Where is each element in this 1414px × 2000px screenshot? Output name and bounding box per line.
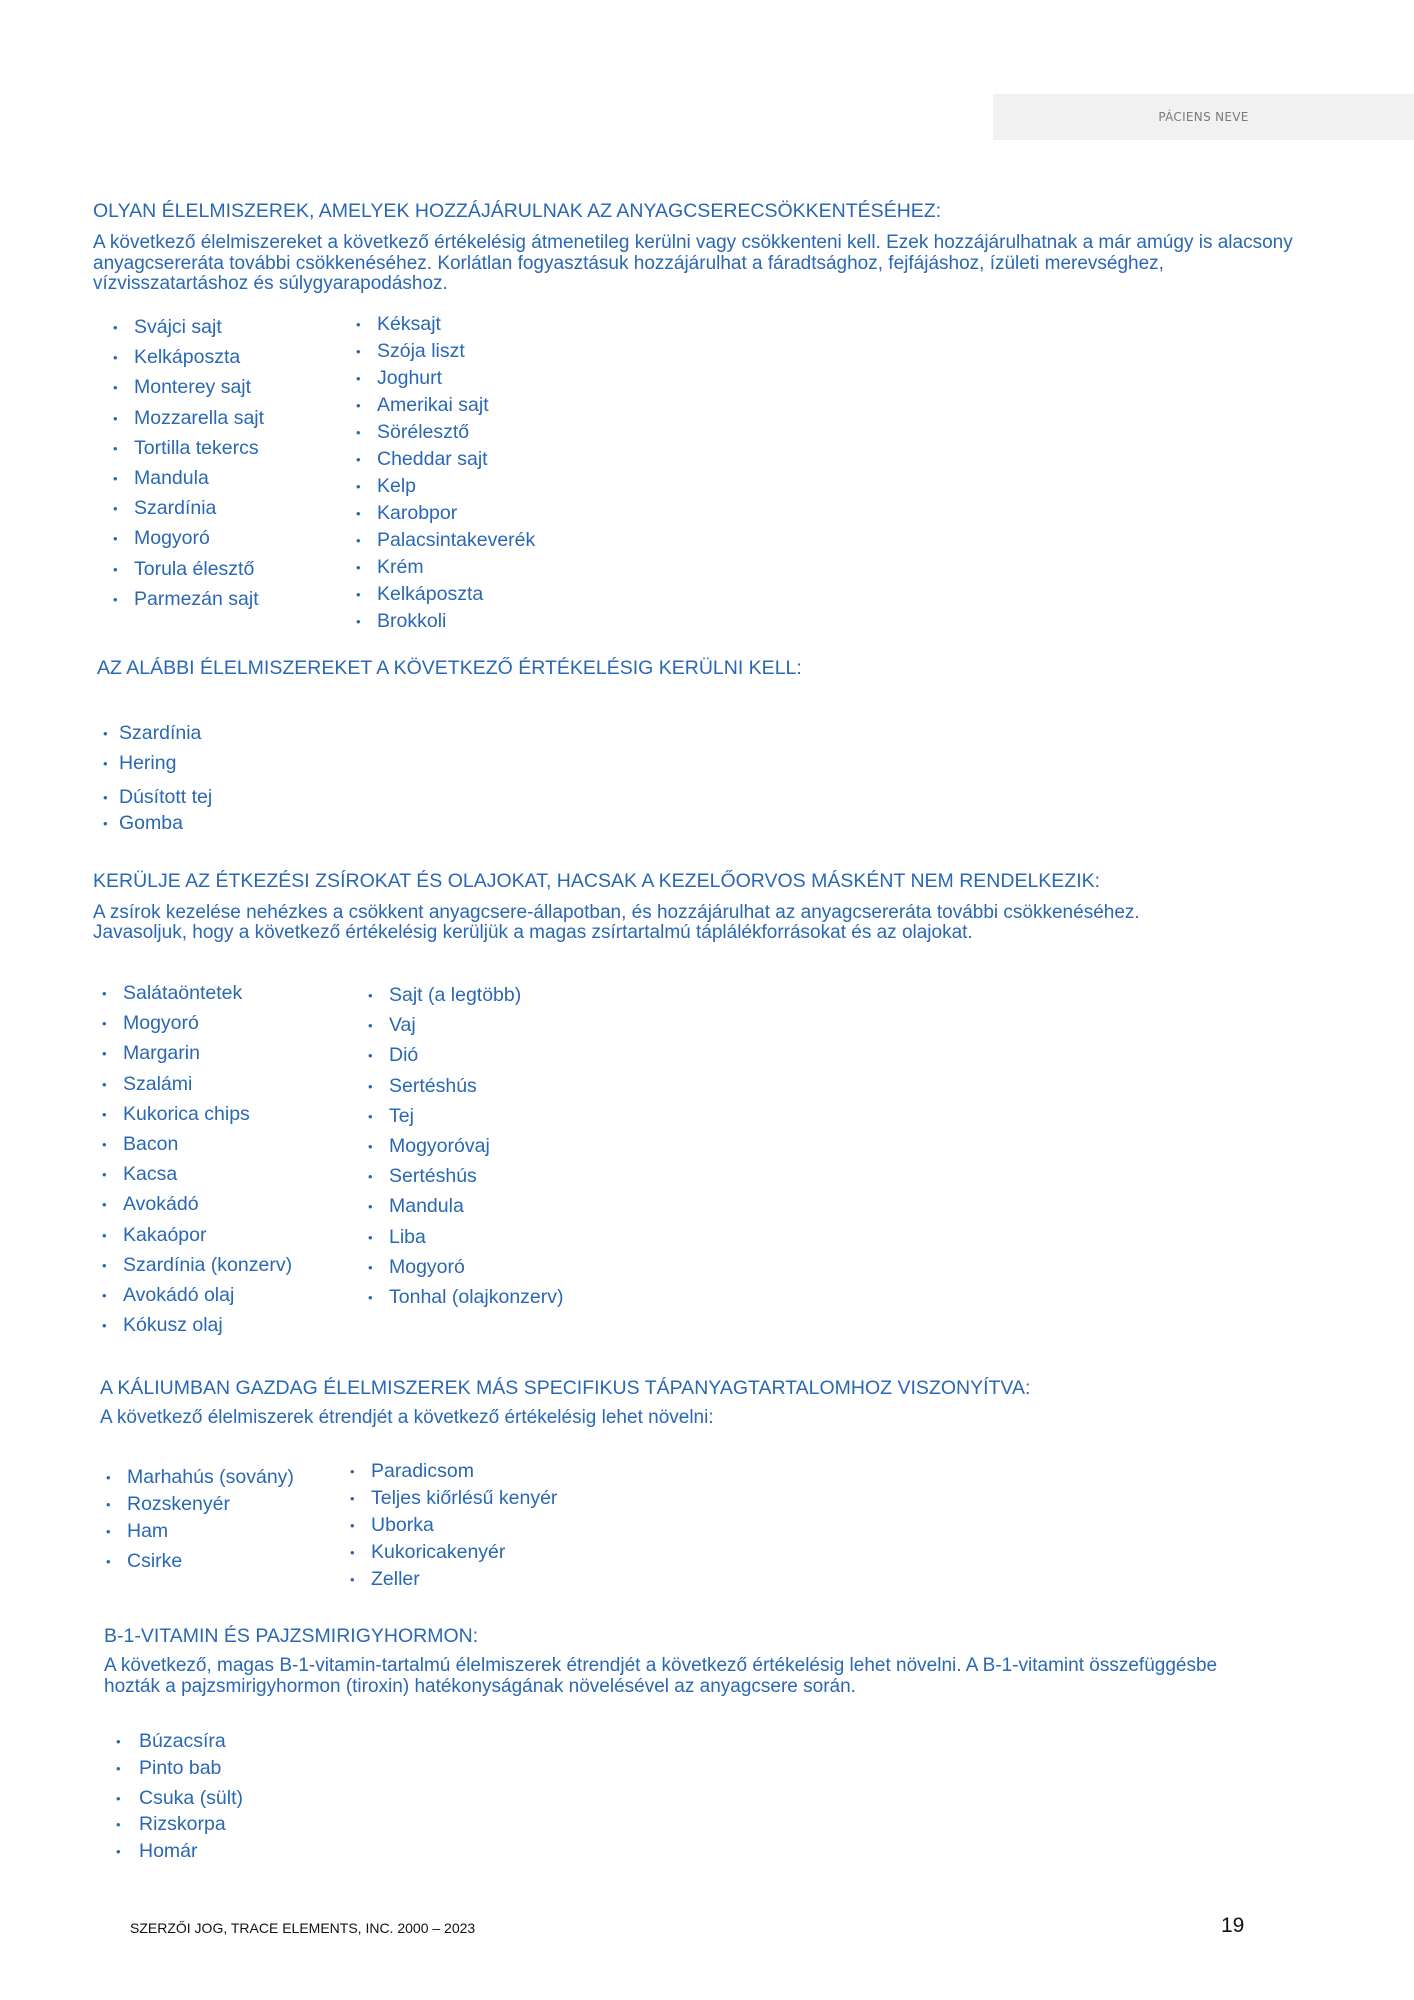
- section-paragraph-b1-line1: A következő, magas B-1-vitamin-tartalmú élelmiszerek étrendjét a következő értékelésig lehet növelni. A B-1-vitamint összefüggésbe: [104, 1655, 1218, 1676]
- list-item: [102, 1224, 206, 1247]
- bullet-icon: •: [368, 1199, 373, 1215]
- bullet-icon: •: [368, 1290, 373, 1305]
- section-heading-b1: B-1-VITAMIN ÉS PAJZSMIRIGYHORMON:: [104, 1625, 479, 1647]
- list-item: [116, 1787, 243, 1810]
- list-item-label: Rizskorpa: [139, 1813, 226, 1835]
- list-item-label: Mogyoró: [123, 1012, 199, 1035]
- bullet-icon: •: [113, 561, 118, 577]
- list-item: [356, 475, 416, 498]
- bullet-icon: •: [102, 1137, 107, 1152]
- list-item: [102, 1133, 178, 1156]
- bullet-icon: •: [113, 350, 118, 366]
- bullet-icon: •: [106, 1470, 111, 1485]
- section-heading-potassium: A KÁLIUMBAN GAZDAG ÉLELMISZEREK MÁS SPECIFIKUS TÁPANYAGTARTALOMHOZ VISZONYÍTVA:: [100, 1377, 1031, 1399]
- bullet-icon: •: [368, 1259, 373, 1275]
- list-item: [368, 984, 521, 1007]
- page-number: 19: [1221, 1914, 1245, 1937]
- list-item: [356, 313, 441, 336]
- bullet-icon: •: [368, 1169, 373, 1185]
- bullet-icon: •: [103, 726, 108, 741]
- list-item: [102, 1284, 234, 1307]
- list-item: [113, 346, 240, 369]
- list-item: [102, 982, 242, 1005]
- list-item: [356, 421, 469, 444]
- bullet-icon: •: [356, 479, 361, 494]
- list-item-label: Svájci sajt: [134, 316, 222, 338]
- bullet-icon: •: [106, 1554, 111, 1569]
- list-item: [102, 1103, 250, 1126]
- list-item-label: Cheddar sajt: [377, 448, 488, 470]
- list-item-label: Szalámi: [123, 1072, 193, 1095]
- list-item: [356, 610, 446, 633]
- section-heading-reduce: OLYAN ÉLELMISZEREK, AMELYEK HOZZÁJÁRULNAK AZ ANYAGCSERECSÖKKENTÉSÉHEZ:: [93, 200, 942, 222]
- list-item-label: Liba: [389, 1225, 426, 1248]
- section-paragraph-potassium: A következő élelmiszerek étrendjét a következő értékelésig lehet növelni:: [100, 1407, 714, 1428]
- list-item-label: Kakaópor: [123, 1223, 207, 1246]
- list-item: [103, 812, 183, 835]
- list-item-label: Zeller: [371, 1568, 420, 1590]
- bullet-icon: •: [356, 452, 361, 467]
- bullet-icon: •: [356, 533, 361, 548]
- list-item: [113, 558, 254, 581]
- list-item-label: Bacon: [123, 1133, 179, 1155]
- list-item-label: Salátaöntetek: [123, 982, 243, 1004]
- list-item: [106, 1550, 182, 1573]
- bullet-icon: •: [102, 1076, 107, 1092]
- list-item-label: Krém: [377, 556, 424, 578]
- bullet-icon: •: [356, 560, 361, 575]
- list-item: [102, 1163, 177, 1186]
- bullet-icon: •: [368, 1108, 373, 1124]
- list-item: [368, 1286, 564, 1309]
- list-item: [356, 529, 535, 552]
- list-item: [113, 437, 259, 460]
- bullet-icon: •: [350, 1491, 355, 1506]
- list-item-label: Dió: [389, 1044, 419, 1067]
- list-item-label: Szója liszt: [377, 340, 465, 362]
- bullet-icon: •: [103, 756, 108, 771]
- list-item: [356, 556, 424, 579]
- list-item: [350, 1568, 420, 1591]
- list-item: [113, 376, 251, 399]
- list-item-label: Kelp: [377, 475, 417, 497]
- list-item: [106, 1466, 294, 1489]
- bullet-icon: •: [106, 1497, 111, 1512]
- list-item: [368, 1075, 477, 1098]
- list-item: [116, 1730, 226, 1753]
- list-item-label: Torula élesztő: [134, 557, 255, 580]
- bullet-icon: •: [116, 1761, 121, 1776]
- list-item: [102, 1193, 199, 1216]
- list-item: [368, 1044, 418, 1067]
- list-item-label: Mogyoró: [134, 527, 210, 550]
- bullet-icon: •: [113, 440, 118, 456]
- section-heading-avoid: AZ ALÁBBI ÉLELMISZEREKET A KÖVETKEZŐ ÉRTÉKELÉSIG KERÜLNI KELL:: [97, 657, 802, 679]
- list-item-label: Mozzarella sajt: [134, 406, 265, 429]
- list-item: [113, 316, 222, 339]
- list-item: [102, 1042, 200, 1065]
- list-item: [113, 467, 209, 490]
- list-item-label: Tej: [389, 1104, 414, 1127]
- bullet-icon: •: [350, 1464, 355, 1479]
- list-item: [350, 1487, 557, 1510]
- list-item: [113, 497, 216, 520]
- list-item-label: Kukorica chips: [123, 1102, 250, 1125]
- list-item: [116, 1757, 221, 1780]
- list-item: [102, 1073, 192, 1096]
- list-item-label: Sajt (a legtöbb): [389, 984, 522, 1006]
- bullet-icon: •: [113, 501, 118, 517]
- list-item: [113, 527, 210, 550]
- list-item: [368, 1105, 414, 1128]
- list-item: [113, 407, 264, 430]
- list-item-label: Kókusz olaj: [123, 1314, 223, 1337]
- bullet-icon: •: [116, 1791, 121, 1806]
- bullet-icon: •: [102, 986, 107, 1001]
- list-item-label: Kelkáposzta: [134, 346, 241, 369]
- list-item-label: Joghurt: [377, 367, 443, 389]
- list-item: [106, 1520, 168, 1543]
- list-item-label: Vaj: [389, 1014, 416, 1037]
- bullet-icon: •: [113, 471, 118, 486]
- bullet-icon: •: [368, 988, 373, 1003]
- bullet-icon: •: [368, 1229, 373, 1245]
- bullet-icon: •: [102, 1227, 107, 1243]
- bullet-icon: •: [356, 371, 361, 386]
- section-paragraph-reduce: A következő élelmiszereket a következő értékelésig átmenetileg kerülni vagy csökkenteni kell. Ezek hozzájárulhatnak a már amúgy is alacsony anyagcsereráta további csökkenéséhez. Korlátlan fogyasztásuk hozzájárulhat a fáradtsághoz, fejfájáshoz, ízületi merevséghez, vízvisszatartáshoz és súlygyarapodáshoz.: [93, 232, 1293, 294]
- list-item: [102, 1314, 223, 1337]
- list-item-label: Marhahús (sovány): [127, 1466, 294, 1488]
- bullet-icon: •: [113, 380, 118, 396]
- list-item: [103, 722, 201, 745]
- bullet-icon: •: [368, 1078, 373, 1094]
- bullet-icon: •: [356, 506, 361, 521]
- bullet-icon: •: [350, 1545, 355, 1560]
- bullet-icon: •: [102, 1106, 107, 1122]
- list-item: [368, 1256, 465, 1279]
- list-item: [368, 1165, 477, 1188]
- list-item: [106, 1493, 230, 1516]
- list-item-label: Kukoricakenyér: [371, 1541, 506, 1563]
- bullet-icon: •: [368, 1048, 373, 1064]
- patient-name-banner: [993, 94, 1414, 140]
- bullet-icon: •: [102, 1016, 107, 1032]
- list-item: [350, 1460, 474, 1483]
- section-paragraph-b1-line2: hozták a pajzsmirigyhormon (tiroxin) hatékonyságának növelésével az anyagcsere során.: [104, 1676, 856, 1697]
- list-item-label: Szardínia: [119, 722, 202, 744]
- list-item: [356, 367, 442, 390]
- footer-copyright: SZERZŐI JOG, TRACE ELEMENTS, INC. 2000 – 2023: [130, 1920, 476, 1936]
- bullet-icon: •: [103, 816, 108, 831]
- list-item-label: Mogyoróvaj: [389, 1135, 490, 1157]
- list-item-label: Csirke: [127, 1550, 183, 1572]
- bullet-icon: •: [103, 790, 108, 805]
- list-item: [350, 1541, 505, 1564]
- list-item-label: Palacsintakeverék: [377, 529, 536, 551]
- section-paragraph-fats-line1: A zsírok kezelése nehézkes a csökkent anyagcsere-állapotban, és hozzájárulhat az anyagcsereráta további csökkenéséhez.: [93, 902, 1140, 923]
- bullet-icon: •: [102, 1288, 107, 1303]
- list-item-label: Csuka (sült): [139, 1787, 244, 1809]
- bullet-icon: •: [116, 1734, 121, 1749]
- bullet-icon: •: [102, 1197, 107, 1213]
- list-item-label: Hering: [119, 752, 177, 774]
- list-item-label: Avokádó: [123, 1193, 199, 1216]
- list-item: [368, 1135, 490, 1158]
- bullet-icon: •: [106, 1524, 111, 1539]
- list-item-label: Sertéshús: [389, 1165, 477, 1188]
- list-item: [113, 588, 259, 611]
- list-item-label: Parmezán sajt: [134, 587, 259, 610]
- bullet-icon: •: [116, 1844, 121, 1859]
- list-item-label: Monterey sajt: [134, 376, 252, 399]
- list-item-label: Teljes kiőrlésű kenyér: [371, 1487, 558, 1509]
- list-item-label: Uborka: [371, 1514, 434, 1536]
- list-item-label: Pinto bab: [139, 1757, 222, 1779]
- list-item-label: Kelkáposzta: [377, 583, 484, 605]
- list-item-label: Búzacsíra: [139, 1730, 226, 1752]
- list-item-label: Avokádó olaj: [123, 1284, 235, 1306]
- list-item-label: Karobpor: [377, 502, 458, 524]
- bullet-icon: •: [102, 1046, 107, 1062]
- bullet-icon: •: [113, 320, 118, 335]
- list-item-label: Tonhal (olajkonzerv): [389, 1286, 564, 1308]
- bullet-icon: •: [102, 1167, 107, 1183]
- bullet-icon: •: [356, 344, 361, 359]
- list-item-label: Sertéshús: [389, 1074, 477, 1097]
- list-item-label: Paradicsom: [371, 1460, 474, 1482]
- list-item: [356, 394, 489, 417]
- list-item-label: Sörélesztő: [377, 421, 470, 443]
- list-item-label: Tortilla tekercs: [134, 436, 259, 459]
- bullet-icon: •: [356, 614, 361, 629]
- list-item: [103, 786, 212, 809]
- list-item-label: Homár: [139, 1840, 198, 1862]
- list-item-label: Mogyoró: [389, 1255, 465, 1278]
- list-item: [368, 1195, 464, 1218]
- list-item: [356, 340, 465, 363]
- list-item: [102, 1012, 199, 1035]
- list-item: [368, 1014, 416, 1037]
- list-item: [356, 448, 488, 471]
- list-item-label: Rozskenyér: [127, 1493, 230, 1515]
- section-paragraph-fats-line2: Javasoljuk, hogy a következő értékelésig kerüljük a magas zsírtartalmú táplálékforrásokat és az olajokat.: [93, 922, 973, 943]
- list-item-label: Kéksajt: [377, 313, 441, 335]
- bullet-icon: •: [356, 317, 361, 332]
- list-item-label: Szardínia: [134, 497, 217, 520]
- bullet-icon: •: [350, 1572, 355, 1587]
- bullet-icon: •: [368, 1139, 373, 1154]
- list-item-label: Mandula: [134, 467, 209, 489]
- list-item-label: Amerikai sajt: [377, 394, 489, 416]
- list-item-label: Margarin: [123, 1042, 200, 1065]
- patient-name-label: PÁCIENS NEVE: [1158, 110, 1249, 124]
- list-item: [116, 1840, 198, 1863]
- list-item-label: Szardínia (konzerv): [123, 1253, 293, 1276]
- bullet-icon: •: [116, 1817, 121, 1832]
- list-item: [356, 502, 457, 525]
- bullet-icon: •: [350, 1518, 355, 1533]
- bullet-icon: •: [113, 591, 118, 607]
- list-item-label: Mandula: [389, 1195, 464, 1218]
- section-heading-fats: KERÜLJE AZ ÉTKEZÉSI ZSÍROKAT ÉS OLAJOKAT, HACSAK A KEZELŐORVOS MÁSKÉNT NEM RENDELKEZIK:: [93, 870, 1101, 892]
- bullet-icon: •: [356, 398, 361, 413]
- bullet-icon: •: [113, 410, 118, 426]
- list-item-label: Gomba: [119, 812, 183, 834]
- list-item-label: Ham: [127, 1520, 169, 1542]
- bullet-icon: •: [102, 1257, 107, 1273]
- list-item: [350, 1514, 434, 1537]
- bullet-icon: •: [102, 1318, 107, 1334]
- bullet-icon: •: [356, 587, 361, 602]
- list-item-label: Kacsa: [123, 1163, 178, 1186]
- list-item: [102, 1254, 292, 1277]
- list-item: [116, 1813, 226, 1836]
- list-item: [368, 1226, 426, 1249]
- bullet-icon: •: [368, 1018, 373, 1034]
- list-item: [356, 583, 483, 606]
- list-item-label: Dúsított tej: [119, 786, 213, 808]
- bullet-icon: •: [356, 425, 361, 440]
- list-item: [103, 752, 176, 775]
- bullet-icon: •: [113, 531, 118, 547]
- list-item-label: Brokkoli: [377, 610, 447, 632]
